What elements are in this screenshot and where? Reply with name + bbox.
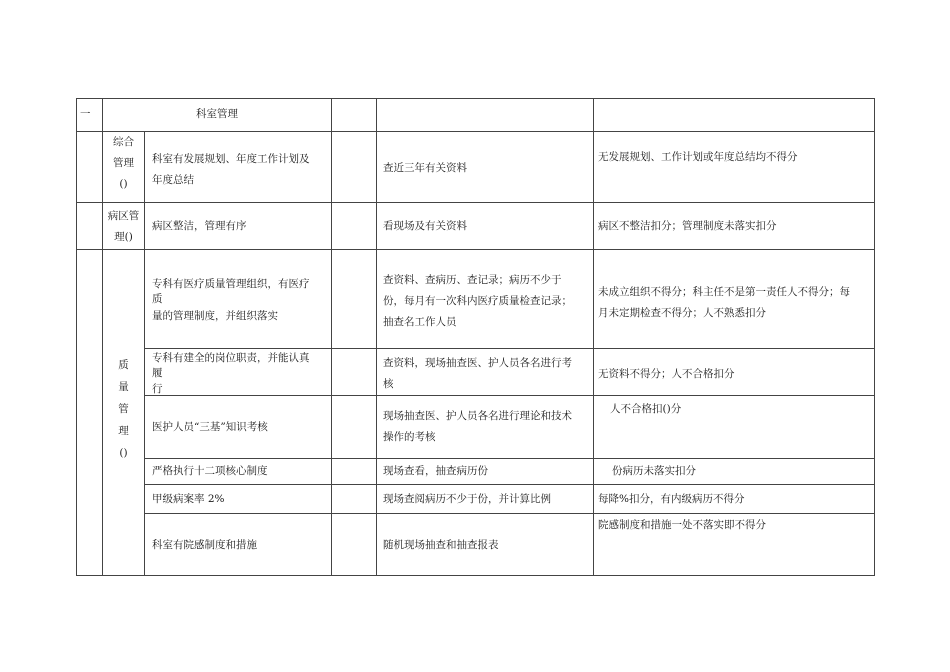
- scoring-text: 无发展规划、工作计划或年度总结均不得分: [598, 151, 798, 163]
- standard-text: 专科有医疗质量管理组织，有医疗: [152, 278, 310, 290]
- table-border-top: [76, 98, 875, 99]
- method-text: 核: [383, 378, 394, 390]
- category-label: 质: [118, 359, 129, 371]
- scoring-text: 月未定期检查不得分；人不熟悉扣分: [598, 307, 766, 319]
- row-divider: [144, 395, 875, 396]
- row-divider: [144, 348, 875, 349]
- standard-text: 科室有院感制度和措施: [152, 539, 257, 551]
- category-label: 综合: [113, 136, 134, 148]
- table-border-bottom: [76, 575, 875, 576]
- standard-text: 履: [152, 367, 163, 379]
- category-label: 病区管: [107, 210, 140, 222]
- category-label: 量: [118, 381, 129, 393]
- standard-text: 严格执行十二项核心制度: [152, 465, 268, 477]
- scoring-text: 每降%扣分，有内级病历不得分: [598, 493, 745, 505]
- method-text: 操作的考核: [383, 431, 436, 443]
- method-text: 现场抽查医、护人员各名进行理论和技术: [383, 410, 572, 422]
- scoring-text: 未成立组织不得分；科主任不是第一责任人不得分；每: [598, 286, 850, 298]
- category-label: 管理: [113, 157, 134, 169]
- scoring-text: 院感制度和措施一处不落实即不得分: [598, 519, 766, 531]
- scoring-text: 人不合格扣()分: [610, 403, 682, 415]
- col-divider: [331, 98, 332, 576]
- method-text: 抽查名工作人员: [383, 316, 457, 328]
- standard-text: 行: [152, 383, 163, 395]
- category-label: 理: [118, 425, 129, 437]
- row-divider: [144, 458, 875, 459]
- standard-text: 量的管理制度，并组织落实: [152, 310, 278, 322]
- standard-text: 科室有发展规划、年度工作计划及: [152, 153, 310, 165]
- category-label: (): [119, 178, 128, 190]
- standard-text: 甲级病案率 2%: [152, 493, 225, 505]
- table-border-right: [874, 98, 875, 576]
- section-title: 科室管理: [196, 108, 238, 120]
- col-divider: [376, 98, 377, 576]
- category-label: 管: [118, 403, 129, 415]
- standard-text: 医护人员“三基”知识考核: [152, 421, 268, 433]
- row-divider: [144, 484, 875, 485]
- method-text: 看现场及有关资料: [383, 220, 467, 232]
- row-divider: [76, 202, 875, 203]
- table-border-left: [76, 98, 77, 576]
- standard-text: 质: [152, 293, 163, 305]
- standard-text: 专科有建全的岗位职责，并能认真: [152, 352, 310, 364]
- section-number: 一: [80, 108, 91, 120]
- method-text: 现场查阅病历不少于份，并计算比例: [383, 493, 551, 505]
- row-divider: [76, 249, 875, 250]
- method-text: 现场查看，抽查病历份: [383, 465, 488, 477]
- category-label: (): [119, 447, 128, 459]
- standard-text: 病区整洁，管理有序: [152, 220, 247, 232]
- standard-text: 年度总结: [152, 174, 194, 186]
- method-text: 随机现场抽查和抽查报表: [383, 539, 499, 551]
- category-label: 理(): [114, 231, 133, 243]
- scoring-text: 无资料不得分；人不合格扣分: [598, 368, 735, 380]
- row-divider: [144, 513, 875, 514]
- row-divider: [76, 131, 875, 132]
- method-text: 查资料，现场抽查医、护人员各名进行考: [383, 357, 572, 369]
- method-text: 查近三年有关资料: [383, 162, 467, 174]
- scoring-text: 份病历未落实扣分: [612, 465, 696, 477]
- col-divider: [144, 131, 145, 576]
- method-text: 份，每月有一次科内医疗质量检查记录；: [383, 295, 572, 307]
- col-divider: [593, 98, 594, 576]
- scoring-text: 病区不整洁扣分；管理制度未落实扣分: [598, 220, 777, 232]
- method-text: 查资料、查病历、查记录；病历不少于: [383, 274, 562, 286]
